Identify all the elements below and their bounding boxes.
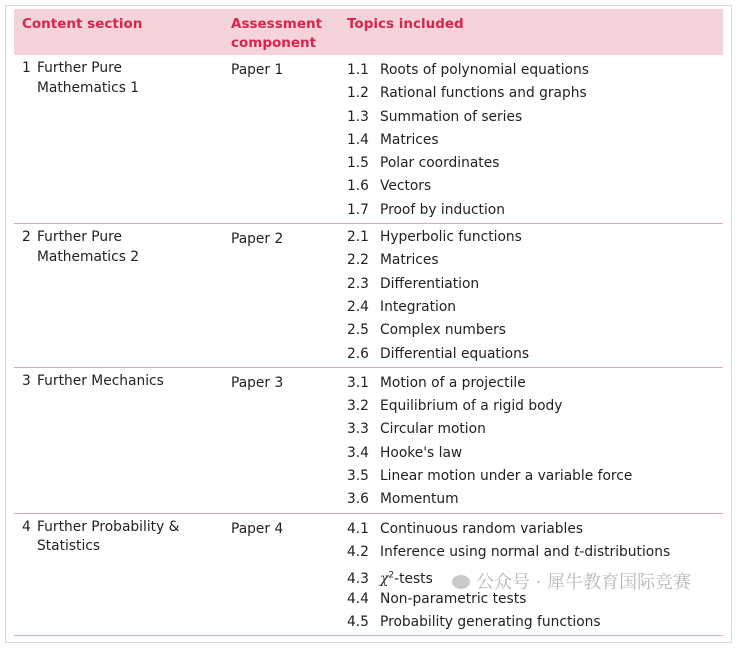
topic-title: Polar coordinates — [380, 155, 500, 172]
topic-number: 3.3 — [347, 421, 369, 438]
topic-title: Hyperbolic functions — [380, 229, 522, 246]
header-content-section: Content section — [22, 16, 143, 32]
topic-item — [347, 199, 723, 222]
topic-item — [347, 343, 723, 366]
topic-title: Differentiation — [380, 275, 480, 292]
topic-number: 4.5 — [347, 613, 369, 630]
topic-number: 1.4 — [347, 131, 369, 148]
topic-title: Complex numbers — [380, 322, 506, 339]
topic-item — [347, 319, 723, 342]
topic-title: Matrices — [380, 252, 439, 269]
topic-number: 4.2 — [347, 543, 369, 560]
topic-item — [347, 226, 723, 249]
topic-number: 1.3 — [347, 108, 369, 125]
topic-item — [347, 296, 723, 319]
topic-item — [347, 442, 723, 465]
wechat-icon — [452, 575, 470, 589]
topic-item — [347, 465, 723, 488]
topic-title: Probability generating functions — [380, 613, 601, 630]
assessment-component: Paper 4 — [231, 520, 284, 537]
assessment-component: Paper 2 — [231, 231, 284, 248]
topic-number: 2.5 — [347, 322, 369, 339]
content-section — [22, 59, 222, 98]
topic-item — [347, 372, 723, 395]
topic-number: 3.4 — [347, 444, 369, 461]
assessment-component: Paper 3 — [231, 374, 284, 391]
section-number: 3 — [22, 372, 31, 389]
topic-item — [347, 518, 723, 541]
topic-number: 3.6 — [347, 491, 369, 508]
topic-title: Inference using normal and t-distributions — [380, 543, 671, 560]
section-number: 2 — [22, 229, 31, 246]
table-row — [14, 55, 723, 224]
header-assessment-component: Assessment component — [231, 16, 323, 51]
topic-title: Linear motion under a variable force — [380, 468, 633, 485]
topic-number: 1.5 — [347, 155, 369, 172]
topic-item — [347, 82, 723, 105]
topic-title: Momentum — [380, 491, 459, 508]
table-row — [14, 368, 723, 514]
section-name: Further Pure Mathematics 2 — [37, 229, 140, 265]
topic-item — [347, 418, 723, 441]
topic-number: 2.3 — [347, 275, 369, 292]
topic-title: Continuous random variables — [380, 520, 584, 537]
section-name: Further Mechanics — [37, 372, 164, 389]
topic-title: Vectors — [380, 178, 432, 195]
topic-title: Proof by induction — [380, 201, 505, 218]
topic-title: Differential equations — [380, 345, 530, 362]
topic-number: 4.3 — [347, 570, 369, 587]
topic-number: 2.1 — [347, 229, 369, 246]
topic-item — [347, 152, 723, 175]
topic-title: Motion of a projectile — [380, 374, 526, 391]
topic-item — [347, 488, 723, 511]
topic-number: 3.1 — [347, 374, 369, 391]
topic-number: 4.1 — [347, 520, 369, 537]
watermark-text: 公众号 · 犀牛教育国际竞赛 — [476, 572, 692, 593]
topic-title: Integration — [380, 298, 457, 315]
topic-title: $\chi^2$-tests — [380, 570, 433, 587]
topic-item — [347, 541, 723, 564]
topic-number: 1.6 — [347, 178, 369, 195]
topic-number: 3.5 — [347, 468, 369, 485]
content-section — [22, 228, 222, 267]
topic-number: 2.4 — [347, 298, 369, 315]
topic-title: Non-parametric tests — [380, 590, 527, 607]
topic-item — [347, 249, 723, 272]
content-table — [14, 9, 723, 636]
table-header — [14, 9, 723, 55]
topic-title: Rational functions and graphs — [380, 85, 587, 102]
topic-title: Hooke's law — [380, 444, 463, 461]
topic-number: 1.1 — [347, 62, 369, 78]
topic-number: 3.2 — [347, 398, 369, 415]
topic-title: Circular motion — [380, 421, 486, 438]
topic-title: Roots of polynomial equations — [380, 62, 589, 78]
assessment-component: Paper 1 — [231, 62, 284, 78]
topic-number: 4.4 — [347, 590, 369, 607]
section-name: Further Pure Mathematics 1 — [37, 60, 140, 96]
topic-title: Summation of series — [380, 108, 523, 125]
watermark — [452, 572, 691, 594]
section-number: 1 — [22, 60, 31, 76]
content-section — [22, 518, 222, 557]
table-row — [14, 224, 723, 368]
topic-item — [347, 106, 723, 129]
topic-item — [347, 59, 723, 82]
topic-item — [347, 395, 723, 418]
header-topics-included: Topics included — [347, 16, 464, 32]
topic-item — [347, 611, 723, 634]
topic-number: 2.6 — [347, 345, 369, 362]
topic-title: Equilibrium of a rigid body — [380, 398, 563, 415]
topic-item — [347, 129, 723, 152]
topic-title: Matrices — [380, 131, 439, 148]
content-section — [22, 372, 222, 392]
section-name: Further Probability & Statistics — [37, 518, 180, 555]
topic-item — [347, 175, 723, 198]
topic-number: 2.2 — [347, 252, 369, 269]
section-number: 4 — [22, 518, 31, 535]
topic-number: 1.2 — [347, 85, 369, 102]
topic-item — [347, 273, 723, 296]
topic-number: 1.7 — [347, 201, 369, 218]
